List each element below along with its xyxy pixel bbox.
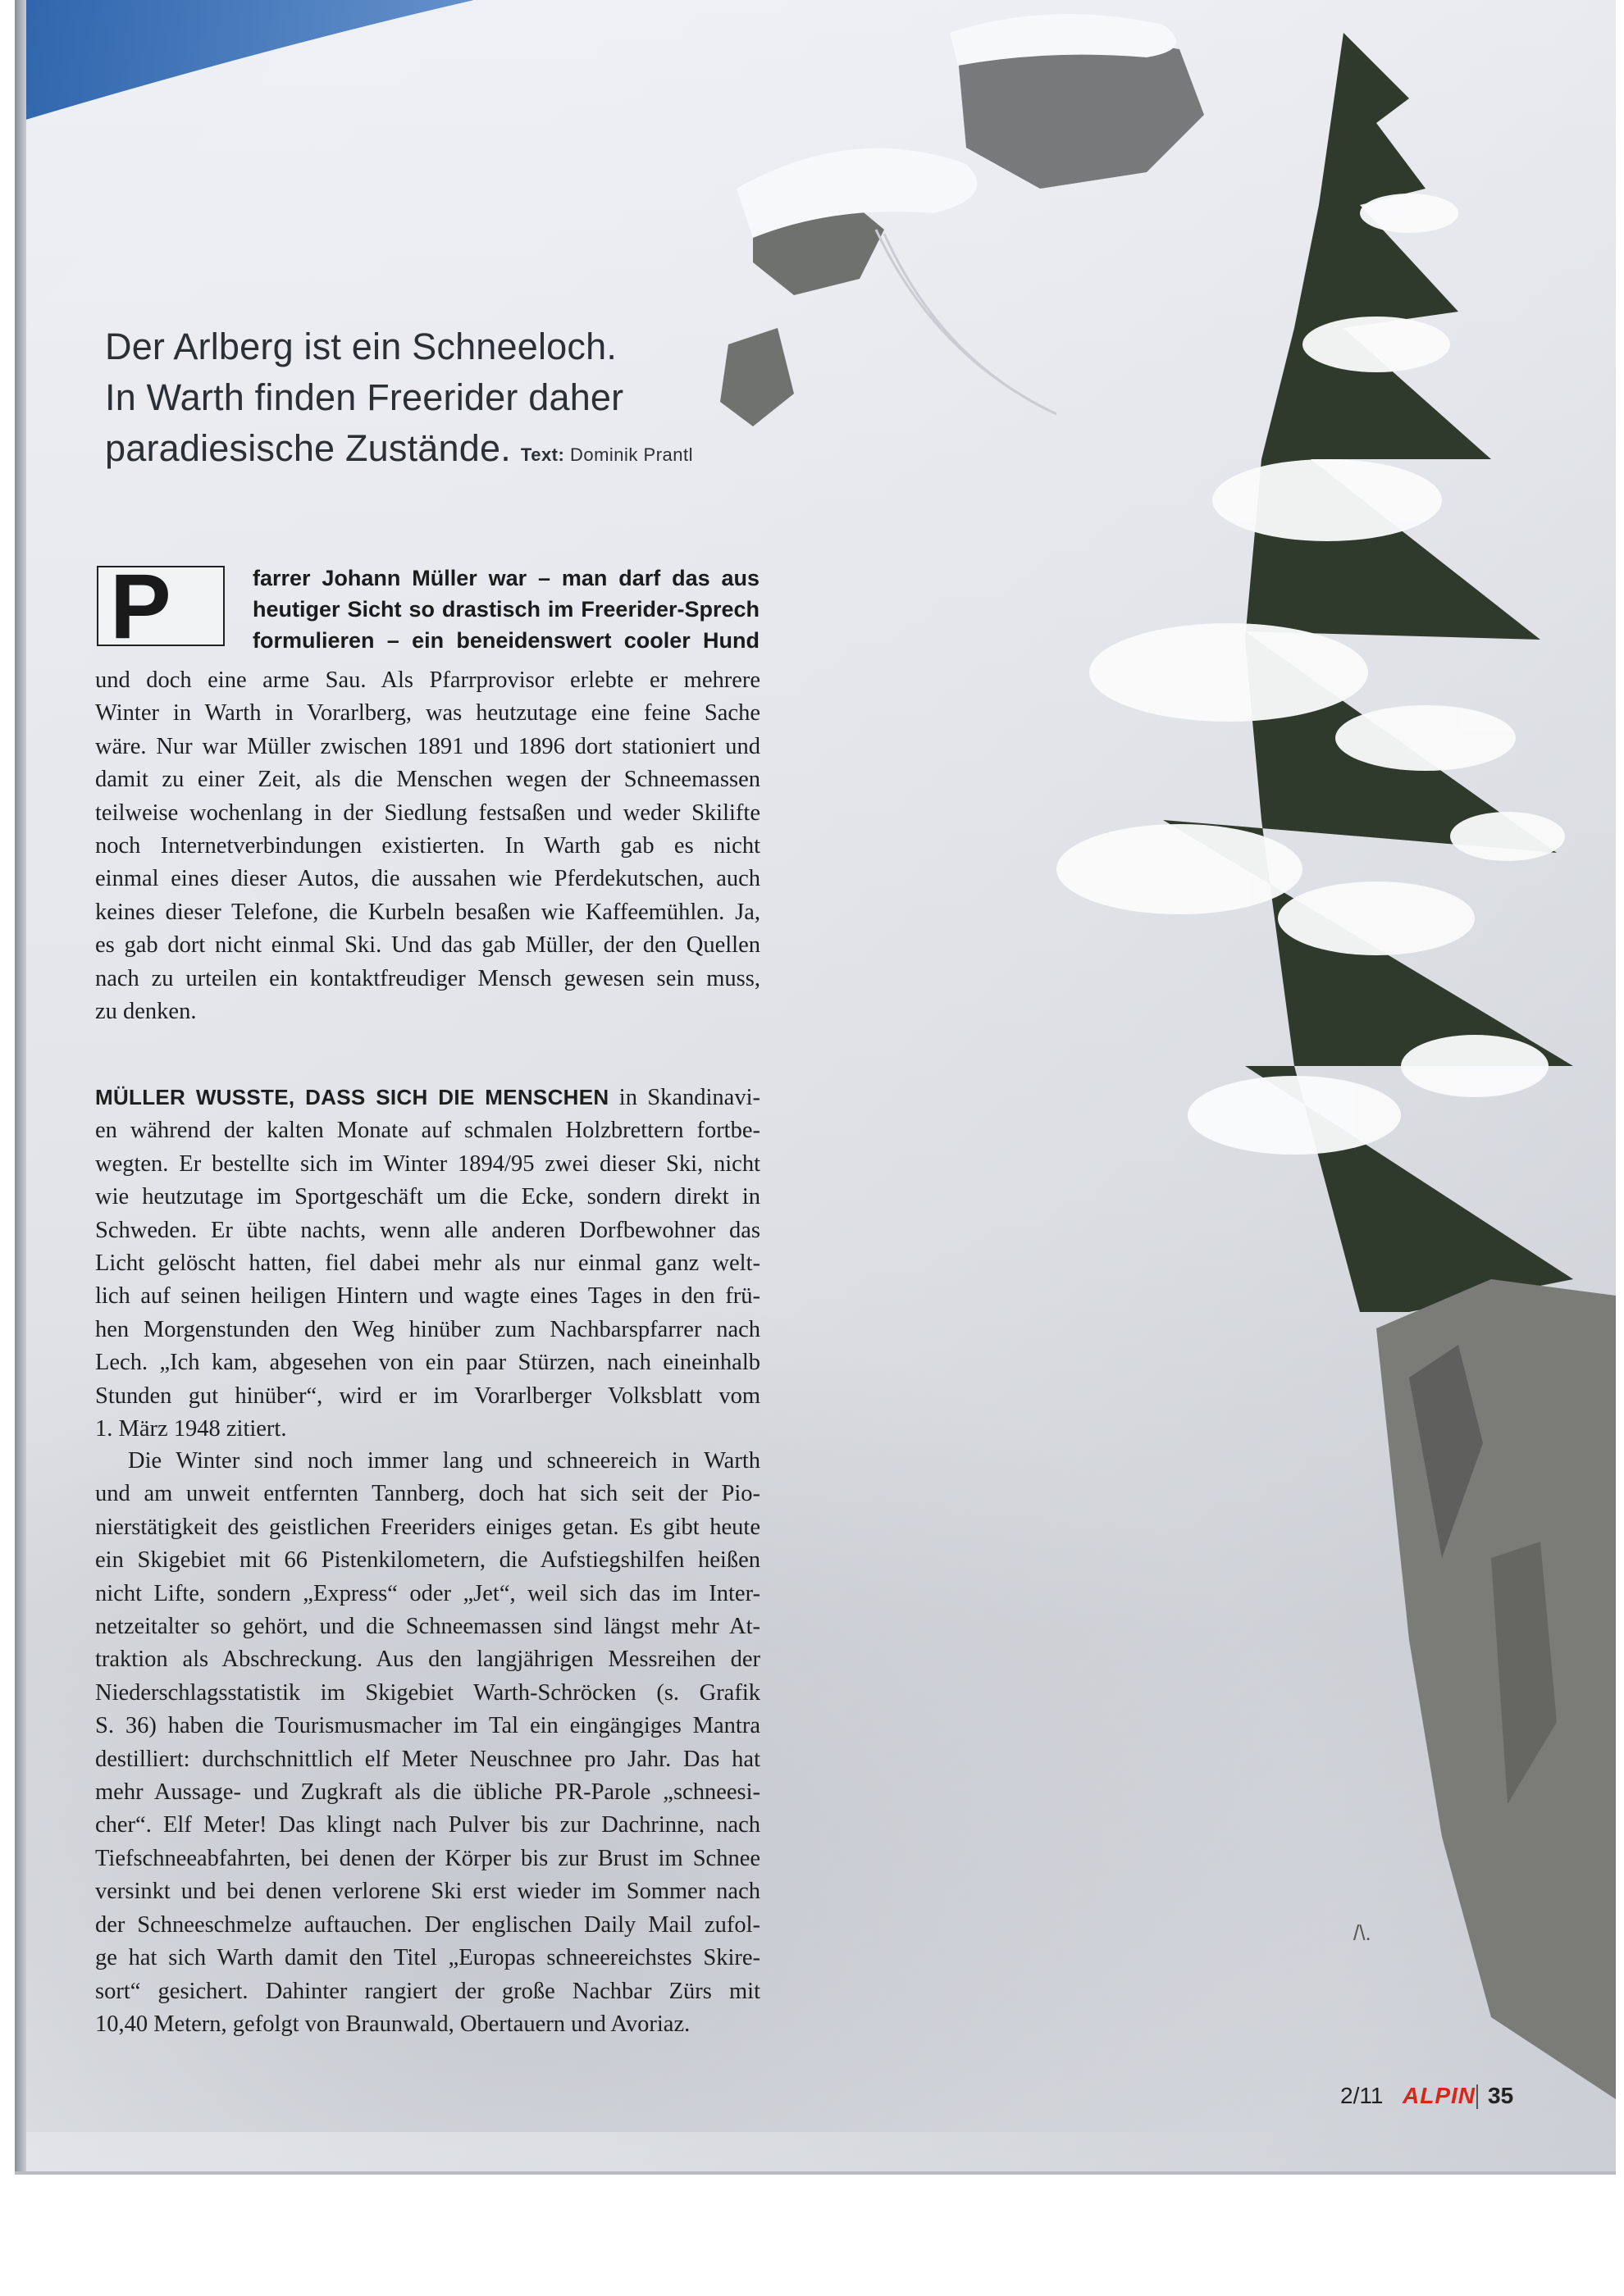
body-line: damit zu einer Zeit, als die Menschen wegen der Schneemassen <box>95 767 760 793</box>
lead-line: formulieren – ein beneidenswert cooler Hund <box>253 628 760 653</box>
body-line: und am unweit entfernten Tannberg, doch hat sich seit der Pio- <box>95 1481 760 1507</box>
body-line: en während der kalten Monate auf schmalen Holzbrettern fortbe- <box>95 1118 760 1144</box>
body-line: Tiefschneeabfahrten, bei denen der Körper bis zur Brust im Schnee <box>95 1845 760 1871</box>
page-number: 35 <box>1488 2083 1514 2108</box>
body-line: nierstätigkeit des geistlichen Freeriders einiges getan. Es gibt heute <box>95 1514 760 1540</box>
body-line: sort“ gesichert. Dahinter rangiert der große Nachbar Zürs mit <box>95 1978 760 2004</box>
body-line: ein Skigebiet mit 66 Pistenkilometern, die Aufstiegshilfen heißen <box>95 1547 760 1574</box>
body-line: Schweden. Er übte nachts, wenn alle anderen Dorfbewohner das <box>95 1217 760 1243</box>
body-line: mehr Aussage- und Zugkraft als die übliche PR-Parole „schneesi- <box>95 1779 760 1806</box>
body-line: einmal eines dieser Autos, die aussahen wie Pferdekutschen, auch <box>95 866 760 892</box>
body-line: wie heutzutage im Sportgeschäft um die Ecke, sondern direkt in <box>95 1184 760 1210</box>
body-line: nach zu urteilen ein kontaktfreudiger Mensch gewesen sein muss, <box>95 965 760 991</box>
body-line: teilweise wochenlang in der Siedlung festsaßen und weder Skilifte <box>95 800 760 826</box>
body-line: es gab dort nicht einmal Ski. Und das gab Müller, der den Quellen <box>95 932 760 959</box>
article-deck <box>105 321 728 481</box>
body-line: Stunden gut hinüber“, wird er im Vorarlberger Volksblatt vom <box>95 1383 760 1409</box>
drop-cap: P <box>97 566 225 646</box>
body-line: zu denken. <box>95 999 197 1025</box>
issue-number: 2/11 <box>1340 2083 1384 2108</box>
body-line: lich auf seinen heiligen Hintern und wagte eines Tages in den frü- <box>95 1283 760 1310</box>
body-line: Die Winter sind noch immer lang und schneereich in Warth <box>128 1448 760 1474</box>
body-line: 1. März 1948 zitiert. <box>95 1416 287 1442</box>
body-line: ge hat sich Warth damit den Titel „Europas schneereichstes Skire- <box>95 1945 760 1971</box>
body-paragraph-2 <box>95 1081 760 1446</box>
body-line: noch Internetverbindungen existierten. In Warth gab es nicht <box>95 833 760 859</box>
section-run-in: MÜLLER WUSSTE, DASS SICH DIE MENSCHEN <box>95 1085 609 1109</box>
body-line: netzeitalter so gehört, und die Schneemassen sind längst mehr At- <box>95 1614 760 1640</box>
body-line: wäre. Nur war Müller zwischen 1891 und 1896 dort stationiert und <box>95 733 760 759</box>
body-line: der Schneeschmelze auftauchen. Der englischen Daily Mail zufol- <box>95 1911 760 1938</box>
body-line: keines dieser Telefone, die Kurbeln besaßen wie Kaffeemühlen. Ja, <box>95 899 760 925</box>
body-line: Licht gelöscht hatten, fiel dabei mehr als nur einmal ganz welt- <box>95 1250 760 1277</box>
credit-label: Text: <box>520 444 565 465</box>
body-line: nicht Lifte, sondern „Express“ oder „Jet“, weil sich das im Inter- <box>95 1580 760 1606</box>
lead-line: heutiger Sicht so drastisch im Freerider-Sprech <box>253 597 760 622</box>
photo-mark: /\. <box>1353 1920 1371 1945</box>
author-credit <box>521 444 693 465</box>
magazine-page <box>15 0 1616 2173</box>
deck-line-3: paradiesische Zustände. <box>105 427 511 469</box>
body-line: cher“. Elf Meter! Das klingt nach Pulver bis zur Dachrinne, nach <box>95 1812 760 1838</box>
body-line: und doch eine arme Sau. Als Pfarrprovisor erlebte er mehrere <box>95 667 760 693</box>
deck-line-2: In Warth finden Freerider daher <box>105 376 624 418</box>
body-line: Winter in Warth in Vorarlberg, was heutzutage eine feine Sache <box>95 700 760 727</box>
body-line: hen Morgenstunden den Weg hinüber zum Nachbarspfarrer nach <box>95 1316 760 1342</box>
para2-first-line <box>95 1081 760 1114</box>
lead-text <box>253 563 760 656</box>
footer-divider <box>1476 2084 1478 2109</box>
para2-first-rest: in Skandinavi- <box>609 1085 760 1110</box>
page-footer <box>1327 2083 1598 2116</box>
binding-edge <box>15 0 26 2173</box>
deck-line-1: Der Arlberg ist ein Schneeloch. <box>105 326 618 367</box>
body-line: S. 36) haben die Tourismusmacher im Tal ein eingängiges Mantra <box>95 1713 760 1739</box>
body-line: wegten. Er bestellte sich im Winter 1894/95 zwei dieser Ski, nicht <box>95 1150 760 1177</box>
body-line: destilliert: durchschnittlich elf Meter Neuschnee pro Jahr. Das hat <box>95 1746 760 1772</box>
body-paragraph-3 <box>95 1445 760 2041</box>
body-line: 10,40 Metern, gefolgt von Braunwald, Obertauern und Avoriaz. <box>95 2011 691 2037</box>
body-line: versinkt und bei denen verlorene Ski erst wieder im Sommer nach <box>95 1879 760 1905</box>
magazine-logo: ALPIN <box>1403 2083 1476 2108</box>
body-line: Niederschlagsstatistik im Skigebiet Warth-Schröcken (s. Grafik <box>95 1679 760 1706</box>
body-line: Lech. „Ich kam, abgesehen von ein paar Stürzen, nach eineinhalb <box>95 1350 760 1376</box>
page-edge <box>15 2171 1616 2175</box>
credit-name: Dominik Prantl <box>569 444 694 465</box>
scan-margin <box>0 2173 1624 2296</box>
body-line: traktion als Abschreckung. Aus den langjährigen Messreihen der <box>95 1647 760 1673</box>
lead-line: farrer Johann Müller war – man darf das aus <box>253 566 760 590</box>
body-paragraph-1 <box>95 664 760 1028</box>
